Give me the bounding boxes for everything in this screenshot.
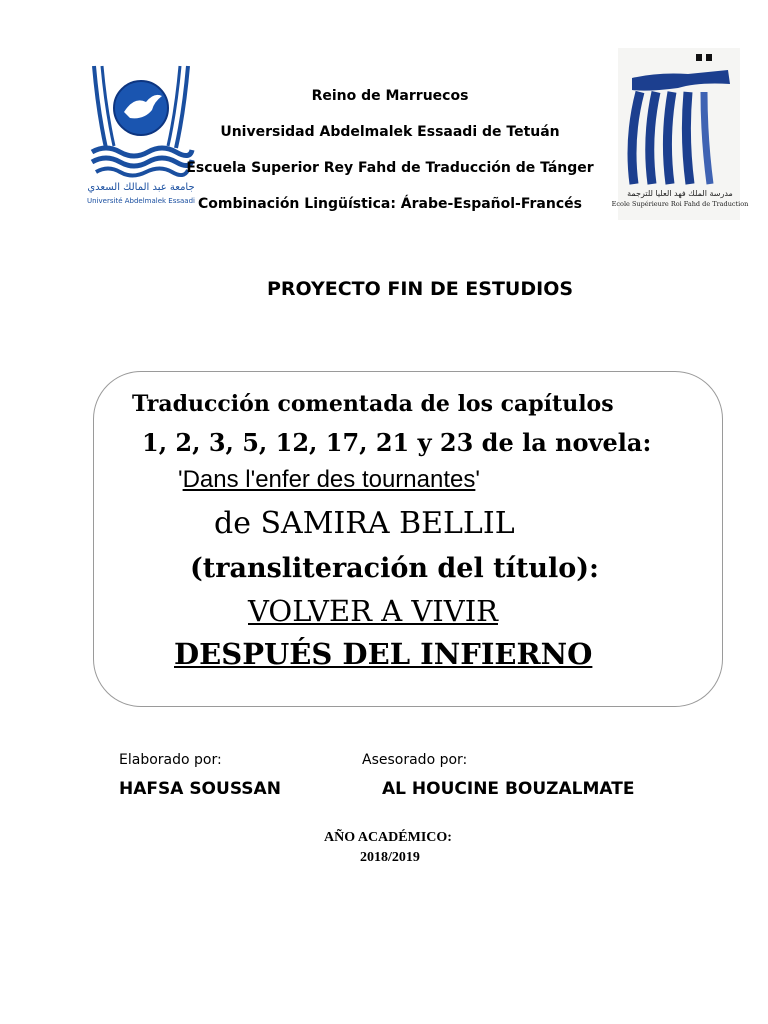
author-line: de SAMIRA BELLIL: [214, 506, 515, 541]
logo-right-caption: Ecole Supérieure Roi Fahd de Traduction: [611, 200, 749, 208]
author-label: Elaborado por:: [119, 752, 222, 768]
academic-year-label: AÑO ACADÉMICO:: [324, 830, 452, 845]
translated-title-line-2: DESPUÉS DEL INFIERNO: [174, 637, 593, 671]
header-languages: Combinación Lingüística: Árabe-Español-Francés: [198, 196, 582, 212]
transliteration-line: (transliteración del título):: [190, 553, 599, 584]
logo-left-arabic: جامعة عبد المالك السعدي: [87, 182, 195, 193]
header-university: Universidad Abdelmalek Essaadi de Tetuán: [220, 124, 560, 140]
novel-title: [178, 466, 480, 494]
academic-year-value: 2018/2019: [360, 850, 420, 865]
school-t-logo-icon: [611, 48, 749, 220]
translated-title-line-1: VOLVER A VIVIR: [248, 594, 498, 628]
logo-right-arabic: مدرسة الملك فهد العليا للترجمة: [627, 189, 733, 198]
author-name: HAFSA SOUSSAN: [119, 779, 281, 799]
quote-open: ': [178, 466, 183, 493]
advisor-name: AL HOUCINE BOUZALMATE: [382, 779, 635, 799]
box-line-1: Traducción comentada de los capítulos: [132, 391, 614, 417]
project-title: PROYECTO FIN DE ESTUDIOS: [266, 278, 574, 300]
school-logo: [611, 48, 749, 220]
quote-close: ': [475, 466, 480, 493]
university-logo: [88, 62, 194, 212]
logo-left-caption: Université Abdelmalek Essaadi: [87, 197, 195, 205]
university-dove-logo-icon: [88, 62, 194, 212]
advisor-label: Asesorado por:: [362, 752, 468, 768]
header-country: Reino de Marruecos: [311, 88, 469, 104]
novel-title-text: Dans l'enfer des tournantes: [182, 466, 476, 493]
header-school: Escuela Superior Rey Fahd de Traducción de Tánger: [186, 160, 594, 176]
box-line-2: 1, 2, 3, 5, 12, 17, 21 y 23 de la novela:: [142, 428, 652, 457]
